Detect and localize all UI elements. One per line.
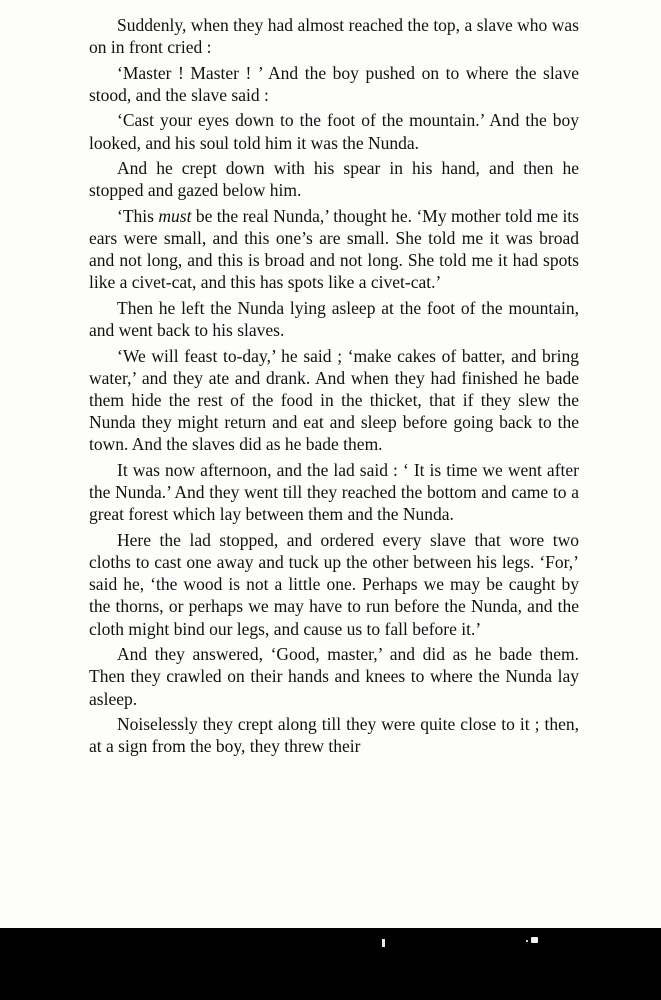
body-text: [89, 14, 579, 757]
paragraph-8: It was now afternoon, and the lad said : ‘ It is time we went after the Nunda.’ And they went till they reached the bottom and came to a great forest which lay between them and the Nunda.: [89, 459, 579, 525]
paragraph-2: ‘Master ! Master ! ’ And the boy pushed on to where the slave stood, and the slave said :: [89, 62, 579, 105]
paragraph-11: Noiselessly they crept along till they were quite close to it ; then, at a sign from the boy, they threw their: [89, 714, 579, 757]
paragraph-1: Suddenly, when they had almost reached the top, a slave who was on in front cried :: [89, 15, 579, 58]
scan-artifact-mark: [526, 940, 528, 942]
paragraph-3: ‘Cast your eyes down to the foot of the mountain.’ And the boy looked, and his soul told him it was the Nunda.: [89, 110, 579, 153]
paragraph-4: And he crept down with his spear in his hand, and then he stopped and gazed below him.: [89, 158, 579, 201]
scan-artifact-mark: [382, 939, 385, 947]
emphasis-word: must: [158, 205, 192, 226]
paragraph-6: Then he left the Nunda lying asleep at the foot of the mountain, and went back to his slaves.: [89, 297, 579, 341]
paragraph-10: And they answered, ‘Good, master,’ and did as he bade them. Then they crawled on their hands and knees to where the Nunda lay asleep.: [89, 644, 579, 709]
paragraph-9: Here the lad stopped, and ordered every slave that wore two cloths to cast one away and tuck up the other between his legs. ‘For,’ said he, ‘the wood is not a little one. Perhaps we may be caught by the thorns, or perhaps we may have to run before the Nunda, and the cloth might bind our legs, and cause us to fall before it.’: [89, 529, 579, 639]
scan-artifact-mark: [531, 937, 538, 943]
paragraph-7: ‘We will feast to-day,’ he said ; ‘make cakes of batter, and bring water,’ and they ate and drank. And when they had finished he bade them hide the rest of the food in the thicket, that if they slew the Nunda they might return and eat and sleep before going back to the town. And the slaves did as he bade them.: [89, 345, 579, 455]
scan-bottom-border: [0, 928, 661, 1000]
paragraph-5: ‘This must be the real Nunda,’ thought he. ‘My mother told me its ears were small, and this one’s are small. She told me it was broad and not long, and this is broad and not long. She told me it had spots like a civet-cat, and this has spots like a civet-cat.’: [89, 205, 579, 293]
